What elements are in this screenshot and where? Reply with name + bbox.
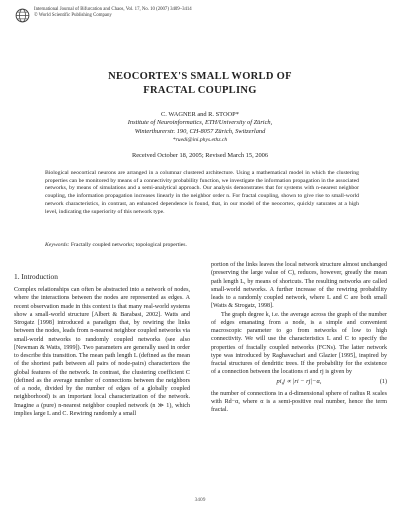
right-paragraph-1: portion of the links leaves the local network structure almost unchanged (preserving the large value of C), reduces, however, greatly the mean path length L, by means of shortcuts. The resulting networks are called small-world networks. A further increase of the rewiring probability leads to a randomly coupled network, where L and C are both small [Watts & Strogatz, 1998]. <box>211 262 387 310</box>
equation: pi,j ∝ |ri − rj|−α, <box>276 377 322 385</box>
left-column-text: Complex relationships can often be abstracted into a network of nodes, where the interactions between the nodes are represented as edges. A recent observation made in this context is that many real-world systems show a small-world structure [Albert & Barabasi, 2002]. Watts and Strogatz [1998] introduced a paradigm that, by rewiring the links between the nodes, leads from n-nearest neighbor coupled networks via small-world networks to randomly coupled networks (see also [Newman & Watts, 1999]). Two parameters are generally used in order to describe this transition. The mean path length L (defined as the mean of the shortest path between all pairs of node-pairs) characterizes the global features of the network. In contrast, the clustering coefficient C (defined as the average number of connections between the neighbors of a node, divided by the number of edges of a globally coupled neighborhood) is an important local characterization of the network. Imagine a (pure) n-nearest neighbor coupled network (n ≫ 1), which implies large L and C. Rewiring randomly a small <box>14 287 190 417</box>
equation-row <box>211 378 387 389</box>
title-line-1: NEOCORTEX'S SMALL WORLD OF <box>108 71 292 82</box>
publisher-logo-icon <box>15 8 30 23</box>
keywords <box>45 242 359 250</box>
right-column <box>211 261 387 414</box>
affiliation-line-2: Winterthurerstr. 190, CH-8057 Zürich, Switzerland <box>134 127 266 135</box>
right-paragraph-3: the number of connections in a d-dimensional sphere of radius R scales with Rd−α, where α is a semi-positive real number, hence the term fractal. <box>211 390 387 413</box>
copyright-notice: © World Scientific Publishing Company <box>34 13 112 19</box>
equation-number: (1) <box>379 378 387 385</box>
affiliation-line-1: Institute of Neuroinformatics, ETH/University of Zürich, <box>127 119 273 127</box>
title-line-2: FRACTAL COUPLING <box>143 84 257 96</box>
page-number: 3409 <box>194 497 206 503</box>
publisher-header <box>15 7 192 23</box>
section-heading: 1. Introduction <box>14 272 58 281</box>
author-email: *ruedi@ini.phys.ethz.ch <box>172 136 228 143</box>
received-dates: Received October 18, 2005; Revised March 15, 2006 <box>131 152 269 159</box>
author-block <box>0 111 400 144</box>
paper-title <box>0 70 400 97</box>
keywords-label: Keywords: <box>45 242 70 248</box>
author-names: C. WAGNER and R. STOOP* <box>161 111 239 118</box>
right-paragraph-2: The graph degree k, i.e. the average across the graph of the number of edges emanating from a node, is a simple and convenient macroscopic parameter to go from networks of low to high connectivity. We will use the characteristics L and C to specify the properties of fractally coupled networks (FCNs). The latter network type was introduced by Raghavachari and Glazier [1995], inspired by fractal structures of dendritic trees. If the probability for the existence of a connection between the locations ri and rj is given by <box>211 311 387 376</box>
journal-citation: International Journal of Bifurcation and Chaos, Vol. 17, No. 10 (2007) 3409–3414 <box>34 7 192 12</box>
abstract: Biological neocortical neurons are arranged in a columnar clustered architecture. Using a mathematical model in which the clustering properties can be monitored by means of a connectivity probability function, we investigate the information propagation in the associated networks, by means of simulations and a semi-analytical approach. Our analysis demonstrates that for systems with n-nearest neighbor coupling, the information propagation increases linearly in the neighbor order n. For fractal coupling, shown to give rise to small-world network characteristics, in contrast, an enhanced dependence is found, that, in our model of the neocortex, quickly saturates at a high level, indicating the superiority of this network type. <box>45 170 359 215</box>
keywords-text: Fractally coupled networks; topological properties. <box>70 242 187 248</box>
